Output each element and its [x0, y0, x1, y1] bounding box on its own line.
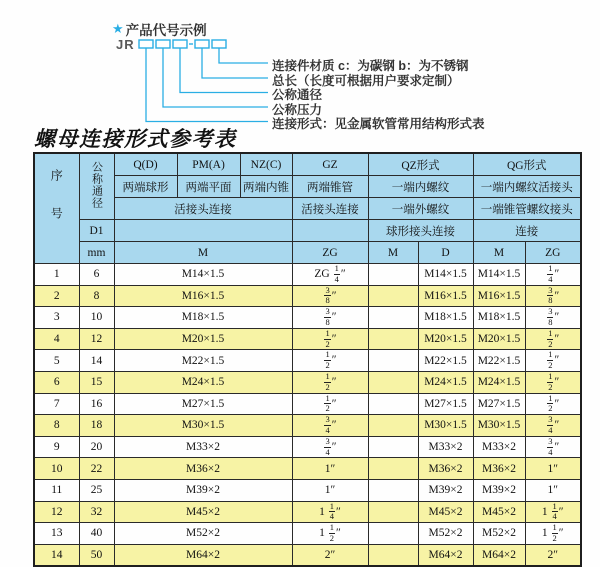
table-cell: M36×2 [418, 458, 473, 480]
fraction: $\frac{1}{2}$ [552, 522, 557, 543]
table-cell: M64×2 [114, 544, 292, 566]
fraction: $\frac{1}{4}$ [552, 501, 557, 522]
table-cell: 25 [79, 479, 114, 501]
leader-line-material [219, 48, 268, 63]
table-cell: M24×1.5 [473, 371, 525, 393]
table-cell: M27×1.5 [418, 393, 473, 415]
table-cell: M20×1.5 [473, 328, 525, 350]
table-cell: M18×1.5 [114, 307, 292, 329]
label-nominal-pressure: 公称压力 [272, 102, 323, 117]
table-cell: M33×2 [473, 436, 525, 458]
table-cell: 1″ [525, 458, 581, 480]
table-row [34, 415, 581, 437]
table-row [34, 264, 581, 286]
table-cell: $\frac{1}{2}$ ″ [525, 393, 581, 415]
table-cell: M45×2 [418, 501, 473, 523]
table-cell: 32 [79, 501, 114, 523]
table-title: 螺母连接形式参考表 [34, 127, 237, 151]
header-qg-row2: 一端内螺纹活接头 [473, 176, 581, 198]
table-cell: M52×2 [114, 523, 292, 545]
table-cell: 1 $\frac{1}{4}$ ″ [525, 501, 581, 523]
table-cell: M45×2 [473, 501, 525, 523]
fraction: $\frac{1}{2}$ [325, 393, 330, 414]
table-cell: 9 [34, 436, 79, 458]
table-cell: $\frac{1}{2}$ ″ [525, 350, 581, 372]
table-cell: 1 [34, 264, 79, 286]
header-nz-code: NZ(C) [240, 153, 292, 176]
header-blank-qpn [114, 220, 292, 242]
table-cell: 7 [34, 393, 79, 415]
table-cell: 2″ [292, 544, 368, 566]
header-blank-gz [292, 220, 368, 242]
fraction: $\frac{1}{4}$ [334, 263, 339, 284]
table-cell: 14 [79, 350, 114, 372]
header-qpn-connect: 活接头连接 [114, 198, 292, 220]
table-cell [368, 350, 418, 372]
header-q-ends: 两端球形 [114, 176, 177, 198]
table-cell: M22×1.5 [114, 350, 292, 372]
table-cell: 1 $\frac{1}{2}$ ″ [525, 523, 581, 545]
table-cell: M64×2 [473, 544, 525, 566]
table-row [34, 436, 581, 458]
table-row [34, 285, 581, 307]
table-cell: 14 [34, 544, 79, 566]
table-cell: M20×1.5 [418, 328, 473, 350]
table-cell: M30×1.5 [473, 415, 525, 437]
table-cell: M30×1.5 [114, 415, 292, 437]
table-cell: 8 [34, 415, 79, 437]
product-code-diagram [0, 0, 600, 140]
table-row [34, 458, 581, 480]
table-cell: 12 [79, 328, 114, 350]
table-cell: M39×2 [114, 479, 292, 501]
header-gz-code: GZ [292, 153, 368, 176]
fraction: $\frac{1}{4}$ [329, 501, 335, 522]
code-box-1 [139, 40, 153, 48]
table-cell: 10 [79, 307, 114, 329]
table-row [34, 328, 581, 350]
nut-connection-reference-table [33, 152, 582, 567]
table-cell: 8 [79, 285, 114, 307]
code-prefix: JR [116, 37, 135, 52]
table-cell: $\frac{1}{2}$ ″ [525, 371, 581, 393]
table-cell: 15 [79, 371, 114, 393]
table-cell: M24×1.5 [418, 371, 473, 393]
fraction: $\frac{3}{8}$ [548, 306, 553, 327]
table-cell: 13 [34, 523, 79, 545]
table-cell [368, 544, 418, 566]
table-cell: M39×2 [473, 479, 525, 501]
table-cell [368, 285, 418, 307]
table-cell: M14×1.5 [473, 264, 525, 286]
header-qg-row3: 一端锥管螺纹接头 [473, 198, 581, 220]
header-seq [34, 153, 79, 264]
fraction: $\frac{3}{4}$ [325, 436, 330, 457]
table-cell: M45×2 [114, 501, 292, 523]
table-row [34, 307, 581, 329]
label-connector-material: 连接件材质 c：为碳钢 b：为不锈钢 [272, 59, 469, 73]
table-cell: $\frac{1}{2}$ ″ [292, 393, 368, 415]
table-cell: $\frac{3}{8}$ ″ [525, 307, 581, 329]
table-cell: 6 [79, 264, 114, 286]
table-row [34, 501, 581, 523]
table-cell: 2″ [525, 544, 581, 566]
table-cell: ZG $\frac{1}{4}$ ″ [292, 264, 368, 286]
table-cell: 1 $\frac{1}{2}$ ″ [292, 523, 368, 545]
header-qg-row4: 连接 [473, 220, 581, 242]
header-qz-row3: 一端外螺纹 [368, 198, 473, 220]
table-cell: 6 [34, 371, 79, 393]
header-qg-zg: ZG [525, 242, 581, 264]
table-cell: M18×1.5 [473, 307, 525, 329]
table-cell: 16 [79, 393, 114, 415]
table-cell: $\frac{1}{4}$ ″ [525, 264, 581, 286]
table-cell: M24×1.5 [114, 371, 292, 393]
table-row [34, 393, 581, 415]
header-qpn-thread: M [114, 242, 292, 264]
header-qz-row4: 球形接头连接 [368, 220, 473, 242]
header-pm-code: PM(A) [177, 153, 240, 176]
fraction: $\frac{1}{2}$ [329, 522, 335, 543]
table-cell: M27×1.5 [114, 393, 292, 415]
fraction: $\frac{3}{4}$ [325, 414, 330, 435]
table-cell: 40 [79, 523, 114, 545]
diagram-heading-text: 产品代号示例 [125, 23, 207, 38]
fraction: $\frac{3}{8}$ [325, 285, 330, 306]
table-cell: 1″ [525, 479, 581, 501]
table-cell: 5 [34, 350, 79, 372]
table-cell [368, 264, 418, 286]
fraction: $\frac{1}{2}$ [548, 371, 553, 392]
table-cell: $\frac{1}{2}$ ″ [525, 328, 581, 350]
table-cell: 18 [79, 415, 114, 437]
header-pm-ends: 两端平面 [177, 176, 240, 198]
table-cell: M14×1.5 [114, 264, 292, 286]
table-cell: 22 [79, 458, 114, 480]
header-nz-ends: 两端内锥 [240, 176, 292, 198]
table-cell [368, 328, 418, 350]
table-cell: 1″ [292, 458, 368, 480]
table-cell: M22×1.5 [418, 350, 473, 372]
header-q-code: Q(D) [114, 153, 177, 176]
code-box-5 [212, 40, 226, 48]
table-cell [368, 479, 418, 501]
table-cell: $\frac{3}{8}$ ″ [525, 285, 581, 307]
label-total-length: 总长（长度可根据用户要求定制） [272, 73, 460, 88]
table-cell [368, 415, 418, 437]
table-cell: 1″ [292, 479, 368, 501]
table-cell: $\frac{3}{8}$ ″ [292, 307, 368, 329]
table-cell: 20 [79, 436, 114, 458]
table-cell [368, 307, 418, 329]
table-cell [368, 393, 418, 415]
table-cell: M52×2 [473, 523, 525, 545]
header-qz-d: D [418, 242, 473, 264]
table-cell: M36×2 [114, 458, 292, 480]
table-row [34, 523, 581, 545]
table-cell: $\frac{3}{4}$ ″ [292, 436, 368, 458]
table-cell: M16×1.5 [114, 285, 292, 307]
header-dn-label: 公称通径 [90, 161, 103, 209]
table-cell [368, 523, 418, 545]
header-qg-m: M [473, 242, 525, 264]
table-cell: M16×1.5 [473, 285, 525, 307]
diagram-heading [112, 19, 207, 39]
table-cell [368, 501, 418, 523]
table-cell: 3 [34, 307, 79, 329]
table-cell: $\frac{3}{4}$ ″ [525, 415, 581, 437]
label-connection-form: 连接形式：见金属软管常用结构形式表 [272, 117, 485, 131]
table-cell: M64×2 [418, 544, 473, 566]
table-cell: M33×2 [114, 436, 292, 458]
table-cell: $\frac{3}{4}$ ″ [292, 415, 368, 437]
leader-line-dn [180, 48, 268, 93]
fraction: $\frac{3}{4}$ [548, 436, 553, 457]
table-row [34, 479, 581, 501]
table-cell: M18×1.5 [418, 307, 473, 329]
table-cell: M36×2 [473, 458, 525, 480]
table-cell: 12 [34, 501, 79, 523]
table-cell: M14×1.5 [418, 264, 473, 286]
table-cell: M30×1.5 [418, 415, 473, 437]
table-cell: 4 [34, 328, 79, 350]
fraction: $\frac{1}{2}$ [548, 393, 553, 414]
fraction: $\frac{1}{4}$ [548, 263, 553, 284]
header-qz-code: QZ形式 [368, 153, 473, 176]
table-cell: 2 [34, 285, 79, 307]
table-header [34, 153, 581, 264]
header-gz-ends: 两端锥管 [292, 176, 368, 198]
table-cell: M39×2 [418, 479, 473, 501]
table-cell [368, 371, 418, 393]
fraction: $\frac{1}{2}$ [325, 328, 330, 349]
header-seq-label: 序号 [49, 169, 64, 245]
code-box-3 [173, 40, 187, 48]
table-cell [368, 436, 418, 458]
code-box-2 [156, 40, 170, 48]
table-cell: 11 [34, 479, 79, 501]
table-row [34, 544, 581, 566]
table-body [34, 264, 581, 566]
fraction: $\frac{3}{8}$ [548, 285, 553, 306]
table-cell: 50 [79, 544, 114, 566]
header-dn [79, 153, 114, 220]
table-cell: 10 [34, 458, 79, 480]
table-cell: M27×1.5 [473, 393, 525, 415]
leader-line-form [146, 48, 268, 122]
table-cell: $\frac{1}{2}$ ″ [292, 350, 368, 372]
header-unit-mm: mm [79, 242, 114, 264]
code-box-4 [195, 40, 209, 48]
table-row [34, 371, 581, 393]
table-cell [368, 458, 418, 480]
table-cell: M52×2 [418, 523, 473, 545]
fraction: $\frac{3}{8}$ [325, 306, 330, 327]
header-qz-m: M [368, 242, 418, 264]
table-cell: $\frac{3}{8}$ ″ [292, 285, 368, 307]
header-d1: D1 [79, 220, 114, 242]
table-cell: $\frac{1}{2}$ ″ [292, 328, 368, 350]
label-nominal-diameter: 公称通径 [272, 88, 323, 102]
table-cell: $\frac{3}{4}$ ″ [525, 436, 581, 458]
table-row [34, 350, 581, 372]
table-cell: M22×1.5 [473, 350, 525, 372]
table-cell: M16×1.5 [418, 285, 473, 307]
fraction: $\frac{1}{2}$ [548, 328, 553, 349]
table-cell: $\frac{1}{2}$ ″ [292, 371, 368, 393]
fraction: $\frac{1}{2}$ [325, 371, 330, 392]
header-gz-connect: 活接头连接 [292, 198, 368, 220]
star-icon: ★ [112, 21, 124, 36]
header-gz-thread: ZG [292, 242, 368, 264]
header-qg-code: QG形式 [473, 153, 581, 176]
header-qz-row2: 一端内螺纹 [368, 176, 473, 198]
table-cell: 1 $\frac{1}{4}$ ″ [292, 501, 368, 523]
table-cell: M33×2 [418, 436, 473, 458]
fraction: $\frac{1}{2}$ [548, 349, 553, 371]
fraction: $\frac{1}{2}$ [325, 349, 330, 371]
table-cell: M20×1.5 [114, 328, 292, 350]
fraction: $\frac{3}{4}$ [548, 414, 553, 435]
